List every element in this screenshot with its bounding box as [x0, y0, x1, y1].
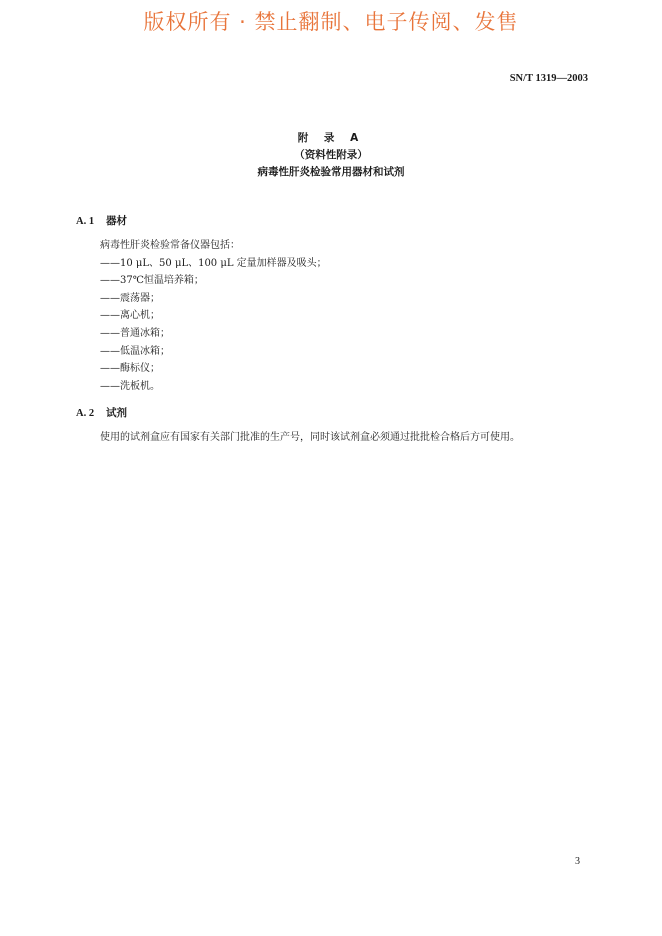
list-item: ——低温冰箱； — [100, 345, 170, 357]
appendix-type: （资料性附录） — [294, 149, 368, 161]
list-item: ——离心机； — [100, 310, 160, 322]
list-item: ——37℃恒温培养箱； — [100, 275, 204, 287]
section-reagents — [76, 404, 596, 447]
copyright-watermark: 版权所有 · 禁止翻制、电子传阅、发售 — [143, 10, 519, 34]
page-number: 3 — [575, 856, 580, 867]
section-title: 器材 — [106, 215, 127, 227]
list-item: ——普通冰箱； — [100, 327, 170, 339]
appendix-label: 附 录 A — [297, 132, 365, 144]
section-equipment — [76, 212, 596, 395]
equipment-intro: 病毒性肝炎检验常备仪器包括： — [100, 240, 240, 251]
section-title: 试剂 — [106, 407, 127, 419]
section-number: A. 1 — [76, 216, 95, 227]
document-number: SN/T 1319—2003 — [509, 73, 588, 84]
appendix-title-block — [0, 130, 662, 181]
appendix-title: 病毒性肝炎检验常用器材和试剂 — [257, 166, 405, 178]
list-item: ——洗板机。 — [100, 380, 160, 392]
section-heading — [76, 212, 596, 230]
list-item: ——酶标仪； — [100, 363, 160, 375]
section-heading — [76, 404, 596, 422]
equipment-list — [100, 237, 596, 395]
list-item: ——10 μL、50 μL、100 μL 定量加样器及吸头； — [100, 257, 327, 269]
list-item: ——震荡器； — [100, 292, 160, 304]
reagent-paragraph: 使用的试剂盒应有国家有关部门批准的生产号，同时该试剂盒必须通过批批检合格后方可使用。 — [100, 432, 520, 443]
section-number: A. 2 — [76, 408, 95, 419]
